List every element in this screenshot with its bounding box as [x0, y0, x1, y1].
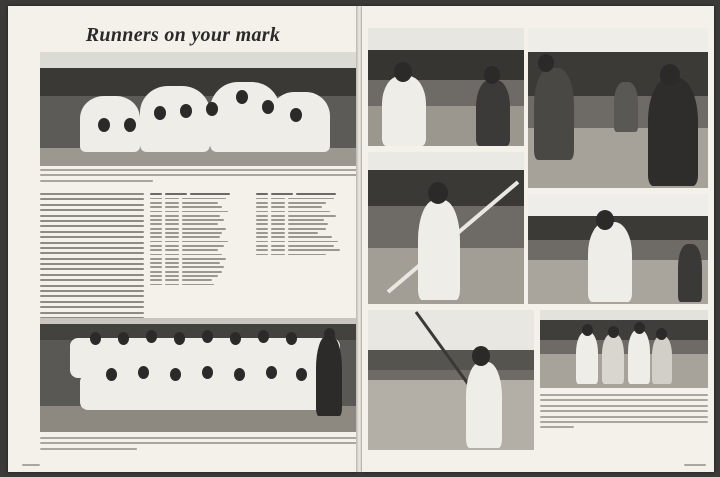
pole-vaulter-photo: [368, 152, 524, 304]
runners-photo: [368, 28, 524, 146]
folio-left: [22, 464, 40, 466]
folio-right: [684, 464, 706, 466]
schedule-table-left: [150, 193, 250, 288]
track-runners-photo: [528, 28, 708, 188]
vault-approach-photo: [368, 310, 534, 450]
left-page: [8, 6, 358, 472]
page-title: Runners on your mark: [85, 24, 281, 46]
schedule-table-right: [256, 193, 356, 258]
approach-pole: [368, 310, 534, 450]
boys-team-caption: [40, 437, 362, 453]
runners-group-photo: [540, 310, 708, 388]
right-page-caption: [540, 394, 708, 432]
shot-put-photo: [528, 194, 708, 304]
article-text: [40, 193, 144, 333]
right-page: [362, 6, 714, 472]
boys-team-photo: [40, 318, 362, 432]
girls-team-caption: [40, 169, 362, 185]
girls-team-photo: [40, 52, 362, 166]
